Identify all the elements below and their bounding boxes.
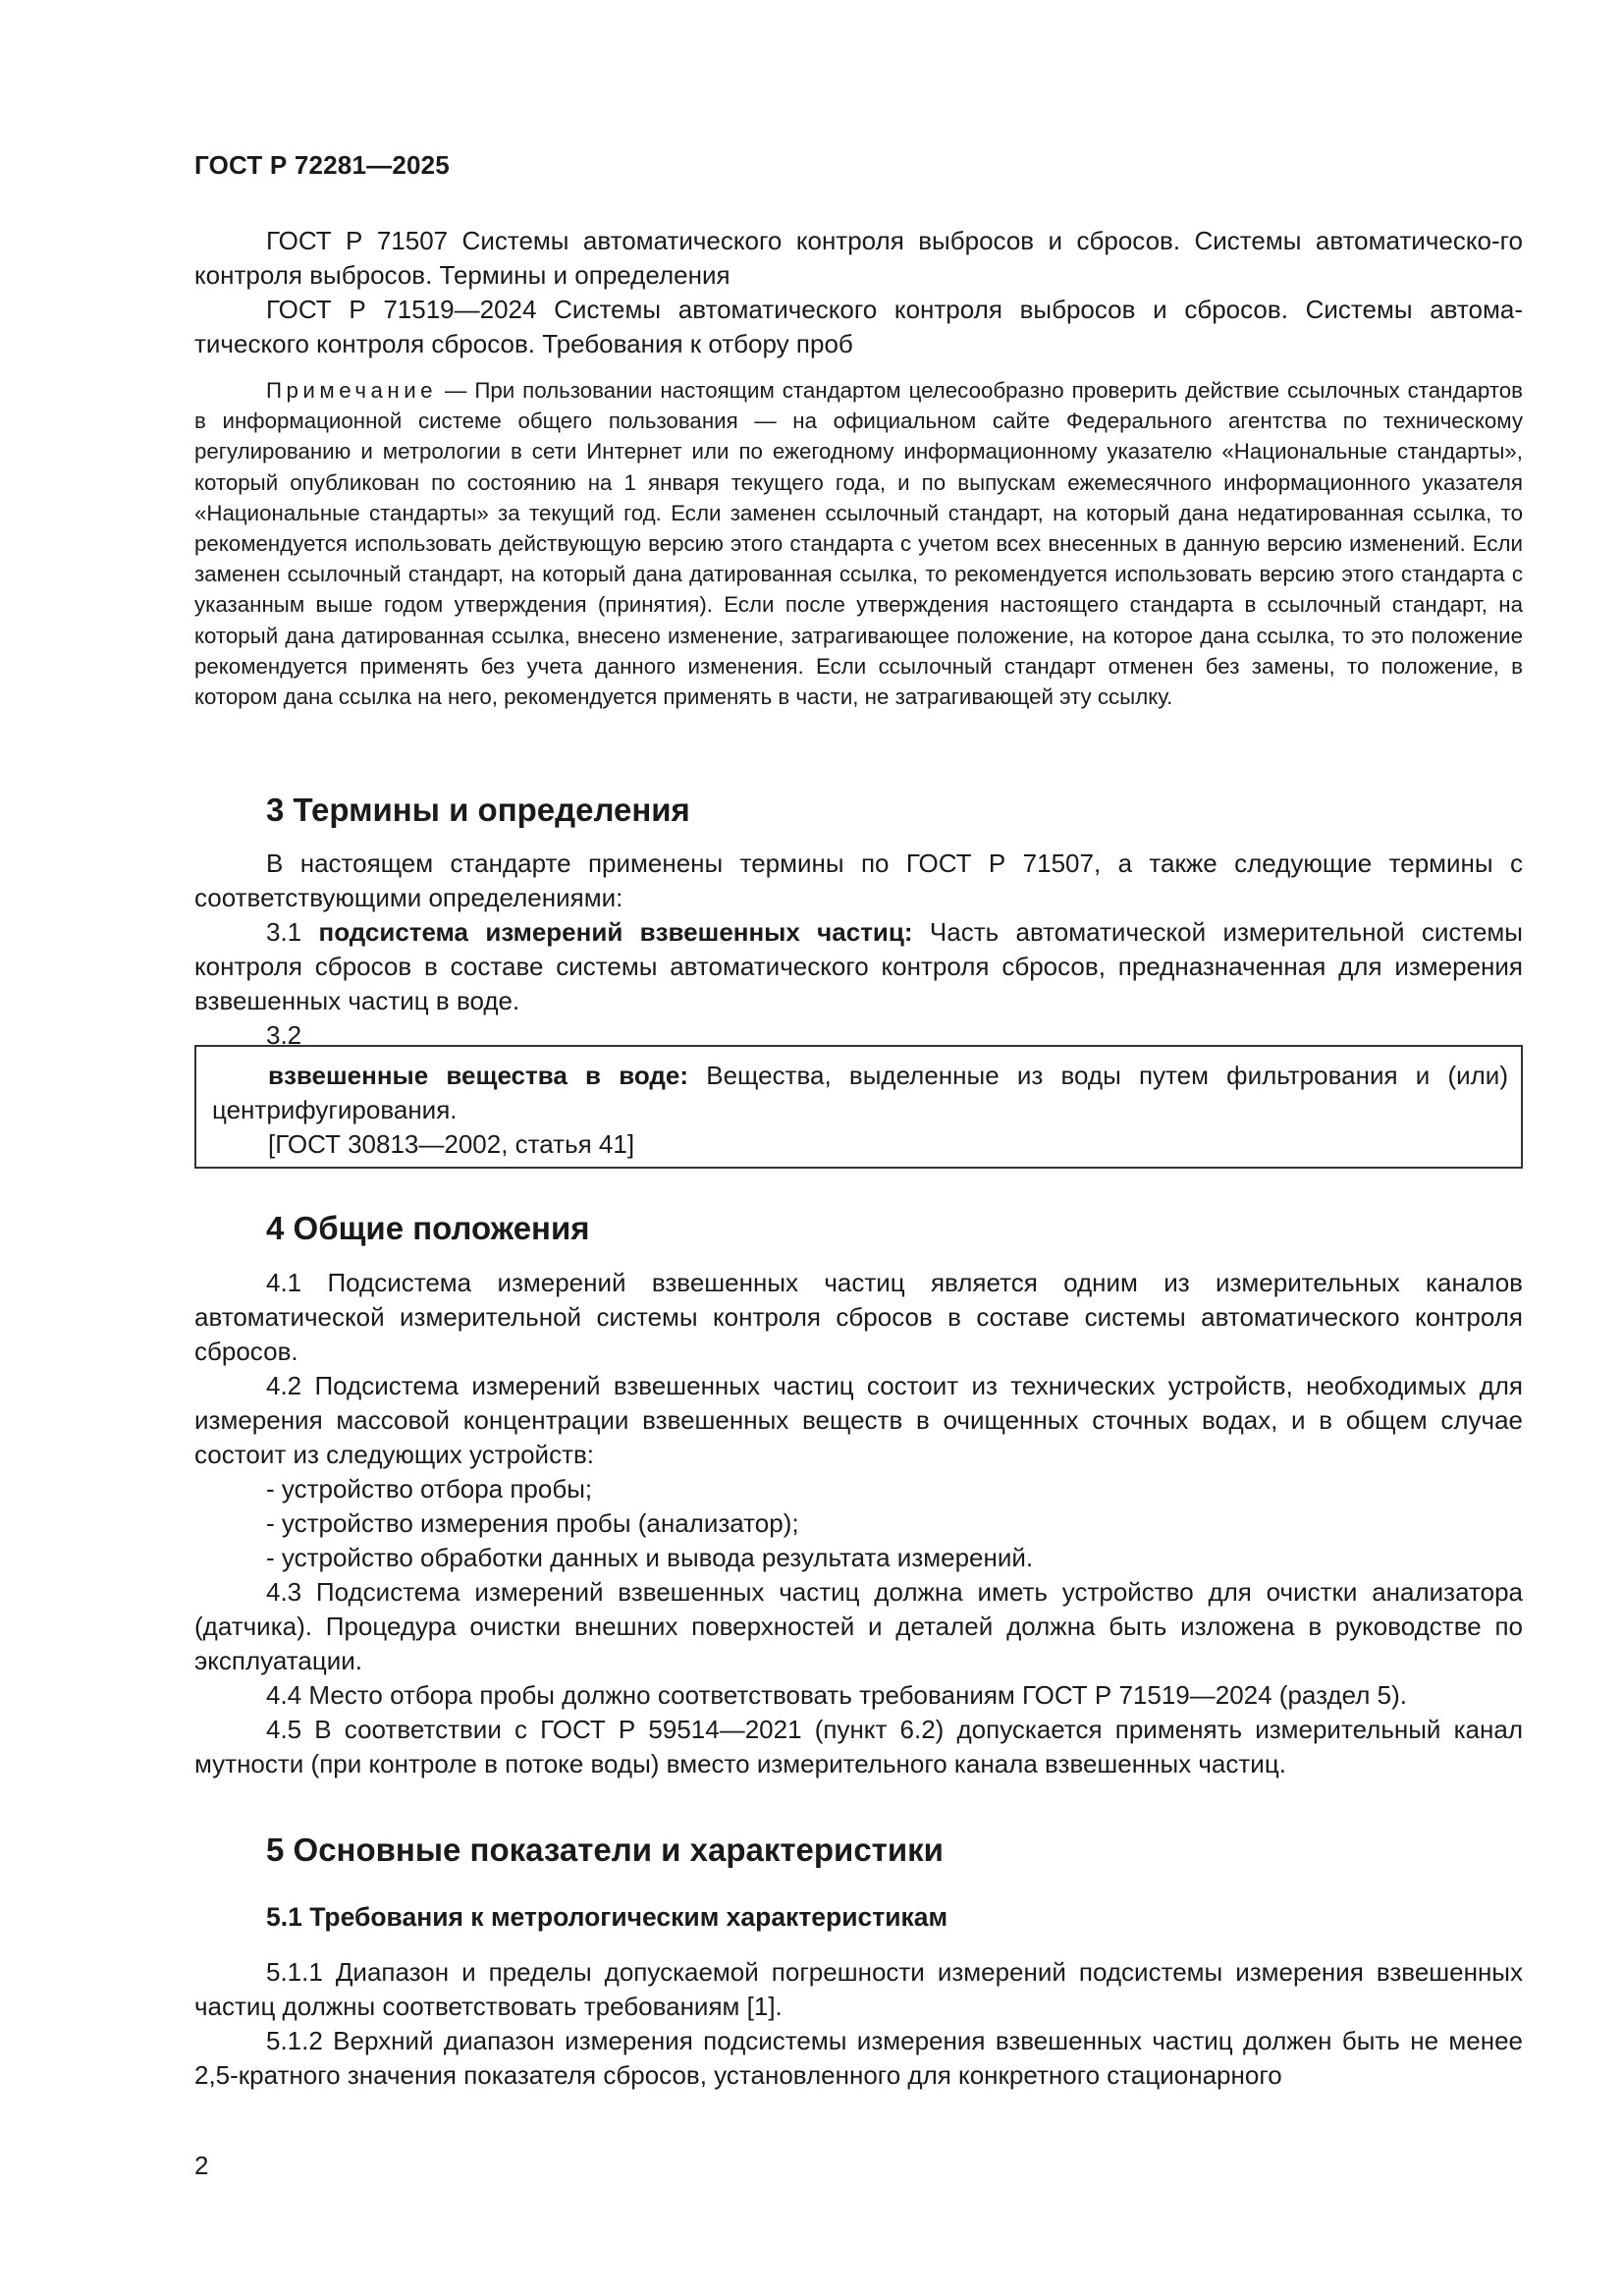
section-3-body — [194, 847, 1523, 1053]
clause-4-1: 4.1 Подсистема измерений взвешенных частиц является одним из измерительных каналов автоматической измерительной системы контроля сбросов в составе системы автоматического контроля сбросов. — [194, 1268, 1523, 1366]
section-5-title: 5 Основные показатели и характеристики — [266, 1831, 944, 1868]
normative-references — [194, 224, 1523, 361]
clause-4-3: 4.3 Подсистема измерений взвешенных частиц должна иметь устройство для очистки анализатора (датчика). Процедура очистки внешних поверхностей и деталей должна быть изложена в руководстве по эксплуатации. — [194, 1577, 1523, 1675]
note-text: — При пользовании настоящим стандартом целесообразно проверить действие ссылочных стандартов в информационной системе общего пользования — на официальном сайте Федерального агентства по техническому регулированию и метрологии в сети Интернет или по ежегодному информационному указателю «Национальные стандарты», который опубликован по состоянию на 1 января текущего года, и по выпускам ежемесячного информационного указателя «Национальные стандарты» за текущий год. Если заменен ссылочный стандарт, на который дана недатированная ссылка, то рекомендуется использовать действующую версию этого стандарта с учетом всех внесенных в данную версию изменений. Если заменен ссылочный стандарт, на который дана датированная ссылка, то рекомендуется использовать версию этого стандарта с указанным выше годом утверждения (принятия). Если после утверждения настоящего стандарта в ссылочный стандарт, на который дана датированная ссылка, внесено изменение, затрагивающее положение, на которое дана ссылка, то это положение рекомендуется применять без учета данного изменения. Если ссылочный стандарт отменен без замены, то положение, в котором дана ссылка на него, рекомендуется применять в части, не затрагивающей эту ссылку. — [194, 378, 1523, 710]
reference-item: ГОСТ Р 71519—2024 Системы автоматического контроля выбросов и сбросов. Системы автома-тического контроля сбросов. Требования к отбору проб — [194, 295, 1523, 358]
term-3-1 — [194, 915, 1523, 1018]
clause-5-1-1: 5.1.1 Диапазон и пределы допускаемой погрешности измерений подсистемы измерения взвешенных частиц должны соответствовать требованиям [1]. — [194, 1957, 1523, 2021]
term-definition: Вещества, выделенные из воды путем фильтрования и (или) центрифугирования. — [212, 1061, 1508, 1124]
term-name: взвешенные вещества в воде: — [268, 1061, 689, 1090]
clause-4-2: 4.2 Подсистема измерений взвешенных частиц состоит из технических устройств, необходимых для измерения массовой концентрации взвешенных веществ в очищенных сточных водах, и в общем случае состоит из следующих устройств: — [194, 1371, 1523, 1469]
term-definition: Часть автоматической измерительной системы контроля сбросов в составе системы автоматического контроля сбросов, предназначенная для измерения взвешенных частиц в воде. — [194, 917, 1523, 1015]
term-3-2-number: 3.2 — [266, 1020, 302, 1050]
term-number: 3.1 — [266, 917, 319, 947]
section-5-body — [194, 1955, 1523, 2093]
page-number: 2 — [194, 2151, 209, 2180]
list-item: - устройство измерения пробы (анализатор); — [266, 1508, 799, 1538]
note-label: Примечание — [266, 378, 438, 403]
quoted-term-box — [194, 1045, 1523, 1169]
term-3-2 — [212, 1059, 1508, 1127]
reference-item: ГОСТ Р 71507 Системы автоматического контроля выбросов и сбросов. Системы автоматическо-го контроля выбросов. Термины и определения — [194, 226, 1523, 290]
section-4-body — [194, 1266, 1523, 1781]
section-4-title: 4 Общие положения — [266, 1210, 590, 1246]
subsection-5-1-title: 5.1 Требования к метрологическим характеристикам — [266, 1902, 948, 1932]
clause-4-5: 4.5 В соответствии с ГОСТ Р 59514—2021 (пункт 6.2) допускается применять измерительный канал мутности (при контроле в потоке воды) вместо измерительного канала взвешенных частиц. — [194, 1715, 1523, 1778]
section-3-intro: В настоящем стандарте применены термины по ГОСТ Р 71507, а также следующие термины с соответствующими определениями: — [194, 848, 1523, 912]
section-3-title: 3 Термины и определения — [266, 792, 690, 828]
clause-4-4: 4.4 Место отбора пробы должно соответствовать требованиям ГОСТ Р 71519—2024 (раздел 5). — [266, 1680, 1407, 1710]
standard-header: ГОСТ Р 72281—2025 — [194, 150, 450, 180]
list-item: - устройство обработки данных и вывода результата измерений. — [266, 1543, 1034, 1572]
term-name: подсистема измерений взвешенных частиц: — [318, 917, 913, 947]
note-block — [194, 375, 1523, 712]
list-item: - устройство отбора пробы; — [266, 1474, 593, 1503]
clause-5-1-2: 5.1.2 Верхний диапазон измерения подсистемы измерения взвешенных частиц должен быть не менее 2,5-кратного значения показателя сбросов, установленного для конкретного стационарного — [194, 2026, 1523, 2090]
term-source: [ГОСТ 30813—2002, статья 41] — [268, 1129, 635, 1159]
